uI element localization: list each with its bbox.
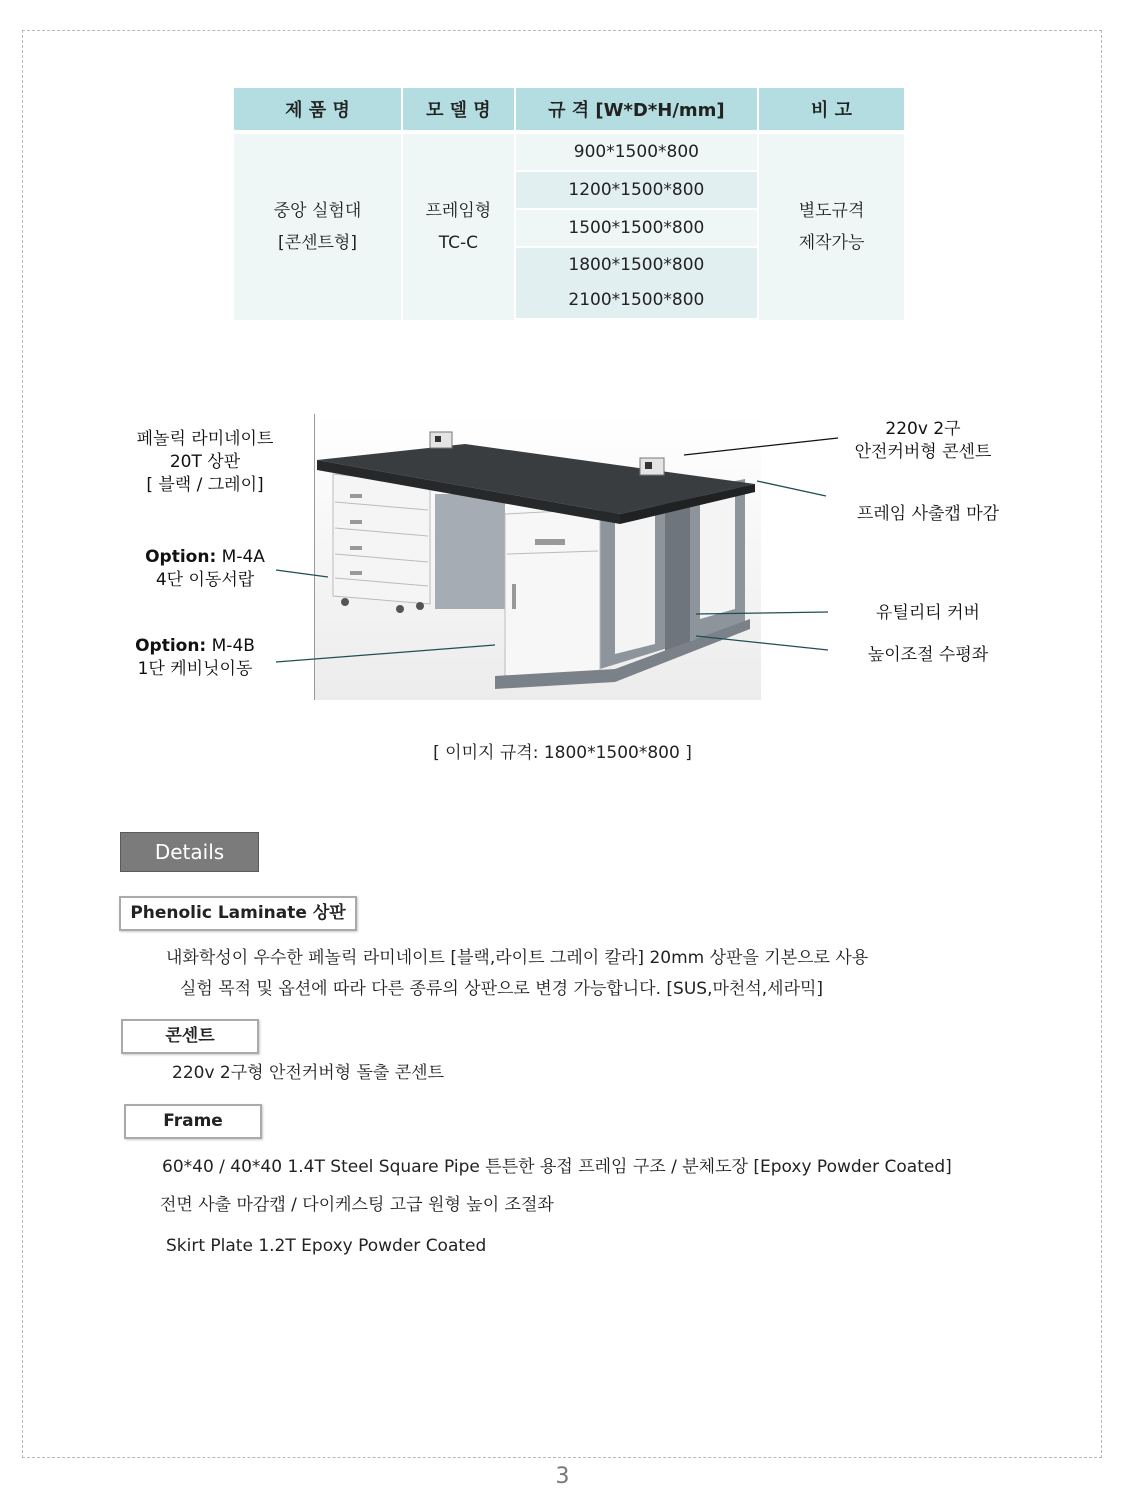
callout-frame-cap: 프레임 사출캡 마감	[856, 504, 1000, 524]
frame-desc-line: 전면 사출 마감캡 / 다이케스팅 고급 원형 높이 조절좌	[160, 1195, 554, 1215]
product-image	[314, 414, 761, 700]
callout-utility-cover: 유틸리티 커버	[876, 603, 980, 623]
note-line: 별도규격	[798, 201, 865, 221]
callout-leveler: 높이조절 수평좌	[867, 645, 989, 665]
frame-label: Frame	[124, 1104, 262, 1139]
header-note: 비 고	[759, 88, 904, 134]
model-code: TC-C	[438, 233, 478, 253]
frame-desc-line: Skirt Plate 1.2T Epoxy Powder Coated	[166, 1236, 487, 1256]
callout-line: 페놀릭 라미네이트	[136, 429, 274, 449]
callout-line: [ 블랙 / 그레이]	[146, 475, 264, 495]
model-name-cell	[403, 134, 514, 320]
option-prefix: Option:	[145, 547, 217, 567]
details-section-tab: Details	[121, 833, 258, 871]
callout-line	[102, 635, 288, 658]
callout-line: 20T 상판	[169, 452, 241, 472]
product-name: 중앙 실험대	[273, 201, 362, 221]
header-spec: 규 격 [W*D*H/mm]	[516, 88, 757, 134]
callout-line: 1단 케비닛이동	[137, 659, 253, 679]
callout-option-a	[112, 546, 298, 592]
laminate-desc-line: 실험 목적 및 옵션에 따라 다른 종류의 상판으로 변경 가능합니다. [SUS,마천석,세라믹]	[180, 979, 824, 999]
table-row	[234, 134, 904, 172]
size-cell: 1200*1500*800	[516, 172, 757, 210]
outlet-label: 콘센트	[121, 1019, 259, 1054]
callout-option-b	[102, 635, 288, 681]
option-code: M-4B	[206, 636, 255, 656]
image-caption: [ 이미지 규격: 1800*1500*800 ]	[433, 743, 692, 763]
callout-line	[112, 546, 298, 569]
callout-outlet	[828, 418, 1018, 464]
option-prefix: Option:	[135, 636, 207, 656]
header-model-name: 모 델 명	[403, 88, 514, 134]
callout-line: 220v 2구	[885, 419, 961, 439]
laminate-label: Phenolic Laminate 상판	[119, 896, 357, 931]
laminate-desc-line: 내화학성이 우수한 페놀릭 라미네이트 [블랙,라이트 그레이 칼라] 20mm 상판을 기본으로 사용	[166, 948, 869, 968]
note-cell	[759, 134, 904, 320]
frame-desc-line: 60*40 / 40*40 1.4T Steel Square Pipe 튼튼한 용접 프레임 구조 / 분체도장 [Epoxy Powder Coated]	[162, 1157, 952, 1177]
callout-laminate-top	[112, 428, 298, 497]
size-value: 1800*1500*800	[568, 255, 705, 275]
product-type: [콘센트형]	[278, 233, 357, 253]
model-type: 프레임형	[425, 201, 492, 221]
spec-table	[232, 88, 906, 320]
option-code: M-4A	[216, 547, 265, 567]
size-cell: 900*1500*800	[516, 134, 757, 172]
header-product-name: 제 품 명	[234, 88, 401, 134]
callout-line: 안전커버형 콘센트	[854, 442, 992, 462]
note-line: 제작가능	[798, 233, 865, 253]
size-cell: 1500*1500*800	[516, 210, 757, 248]
callout-line: 4단 이동서랍	[155, 570, 255, 590]
table-header-row	[234, 88, 904, 134]
product-name-cell	[234, 134, 401, 320]
page-number: 3	[555, 1464, 570, 1489]
size-cell-pair	[516, 248, 757, 320]
size-value: 2100*1500*800	[568, 290, 705, 310]
lab-bench-illustration	[315, 414, 761, 700]
outlet-desc-line: 220v 2구형 안전커버형 돌출 콘센트	[172, 1063, 445, 1083]
